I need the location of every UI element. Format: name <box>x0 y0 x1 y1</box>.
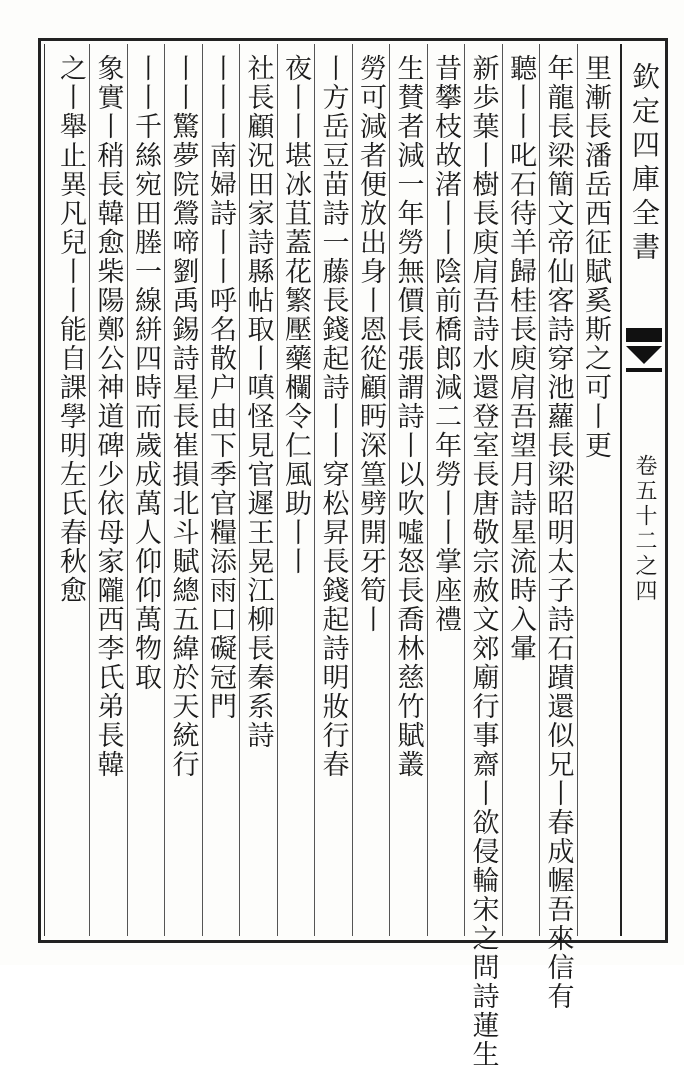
text-column <box>389 54 427 924</box>
column-text: 丨方岳豆苗詩一藤長錢起詩丨丨穿松昇長錢起詩明妝行春 <box>317 54 349 779</box>
column-divider <box>202 44 203 936</box>
text-column <box>502 54 540 924</box>
column-text: 之丨舉止異凡兒丨丨能自課學明左氏春秋愈 <box>55 54 86 605</box>
column-divider <box>164 44 165 936</box>
column-text: 年龍長梁簡文帝仙客詩穿池蘿長梁昭明太子詩石蹟還似兄丨春成幄吾來信有 <box>542 54 574 1011</box>
text-column <box>577 54 615 924</box>
column-text: 丨丨丨南婦詩丨丨呼名散户由下季官糧添雨口礙冠門 <box>205 54 236 721</box>
text-column <box>277 54 315 924</box>
column-divider <box>389 44 390 936</box>
column-divider <box>464 44 465 936</box>
text-column <box>52 54 90 924</box>
column-text: 象實丨稍長韓愈柴陽鄭公神道碑少依母家隴西李氏弟長韓 <box>92 54 124 779</box>
column-divider <box>352 44 353 936</box>
column-divider <box>89 44 90 936</box>
text-column <box>539 54 577 1011</box>
column-text: 夜丨丨堪冰苴蓋花繁壓藥欄令仁風助丨丨 <box>280 54 311 576</box>
column-text: 丨丨千絲宛田塍一線絣四時而歲成萬人仰仰萬物取 <box>130 54 161 692</box>
column-divider <box>427 44 428 936</box>
column-text: 聽丨丨叱石待羊歸桂長庾肩吾望月詩星流時入暈 <box>505 54 536 663</box>
column-text: 里漸長潘岳西征賦奚斯之可丨更 <box>580 54 611 460</box>
column-divider <box>314 44 315 936</box>
text-column <box>352 54 390 924</box>
text-column <box>127 54 165 924</box>
column-text: 丨丨驚夢院鶯啼劉禹錫詩星長崔損北斗賦總五緯於天統行 <box>167 54 199 779</box>
text-column <box>427 54 465 924</box>
volume-number: 卷五十二之四 <box>632 454 657 604</box>
page-header-column <box>620 44 666 936</box>
column-text: 勞可減者便放出身丨恩從顧眄深篁劈開牙筍丨 <box>355 54 386 634</box>
fish-tail-ornament-icon <box>622 324 666 380</box>
text-column <box>464 54 502 1069</box>
column-divider <box>577 44 578 936</box>
text-column <box>239 54 277 924</box>
text-column <box>202 54 240 924</box>
column-text: 新歩葉丨樹長庾肩吾詩水還登室長唐敬宗赦文郊廟行事齋丨欲侵輪宋之問詩蓮生 <box>467 54 499 1069</box>
column-text: 生賛者減一年勞無價長張謂詩丨以吹噓怒長喬林慈竹賦叢 <box>392 54 424 779</box>
column-divider <box>239 44 240 936</box>
text-column <box>164 54 202 924</box>
column-divider <box>539 44 540 936</box>
book-title: 欽定四庫全書 <box>628 62 661 266</box>
column-divider <box>502 44 503 936</box>
column-text: 社長顧況田家詩縣帖取丨嗔怪見官遲王晃江柳長秦系詩 <box>242 54 274 750</box>
text-column <box>89 54 127 924</box>
text-column <box>314 54 352 924</box>
border-inner-line <box>44 44 45 936</box>
column-divider <box>277 44 278 936</box>
column-text: 昔攀枝故渚丨丨陰前橋郎減二年勞丨丨掌座禮 <box>430 54 461 634</box>
column-divider <box>127 44 128 936</box>
